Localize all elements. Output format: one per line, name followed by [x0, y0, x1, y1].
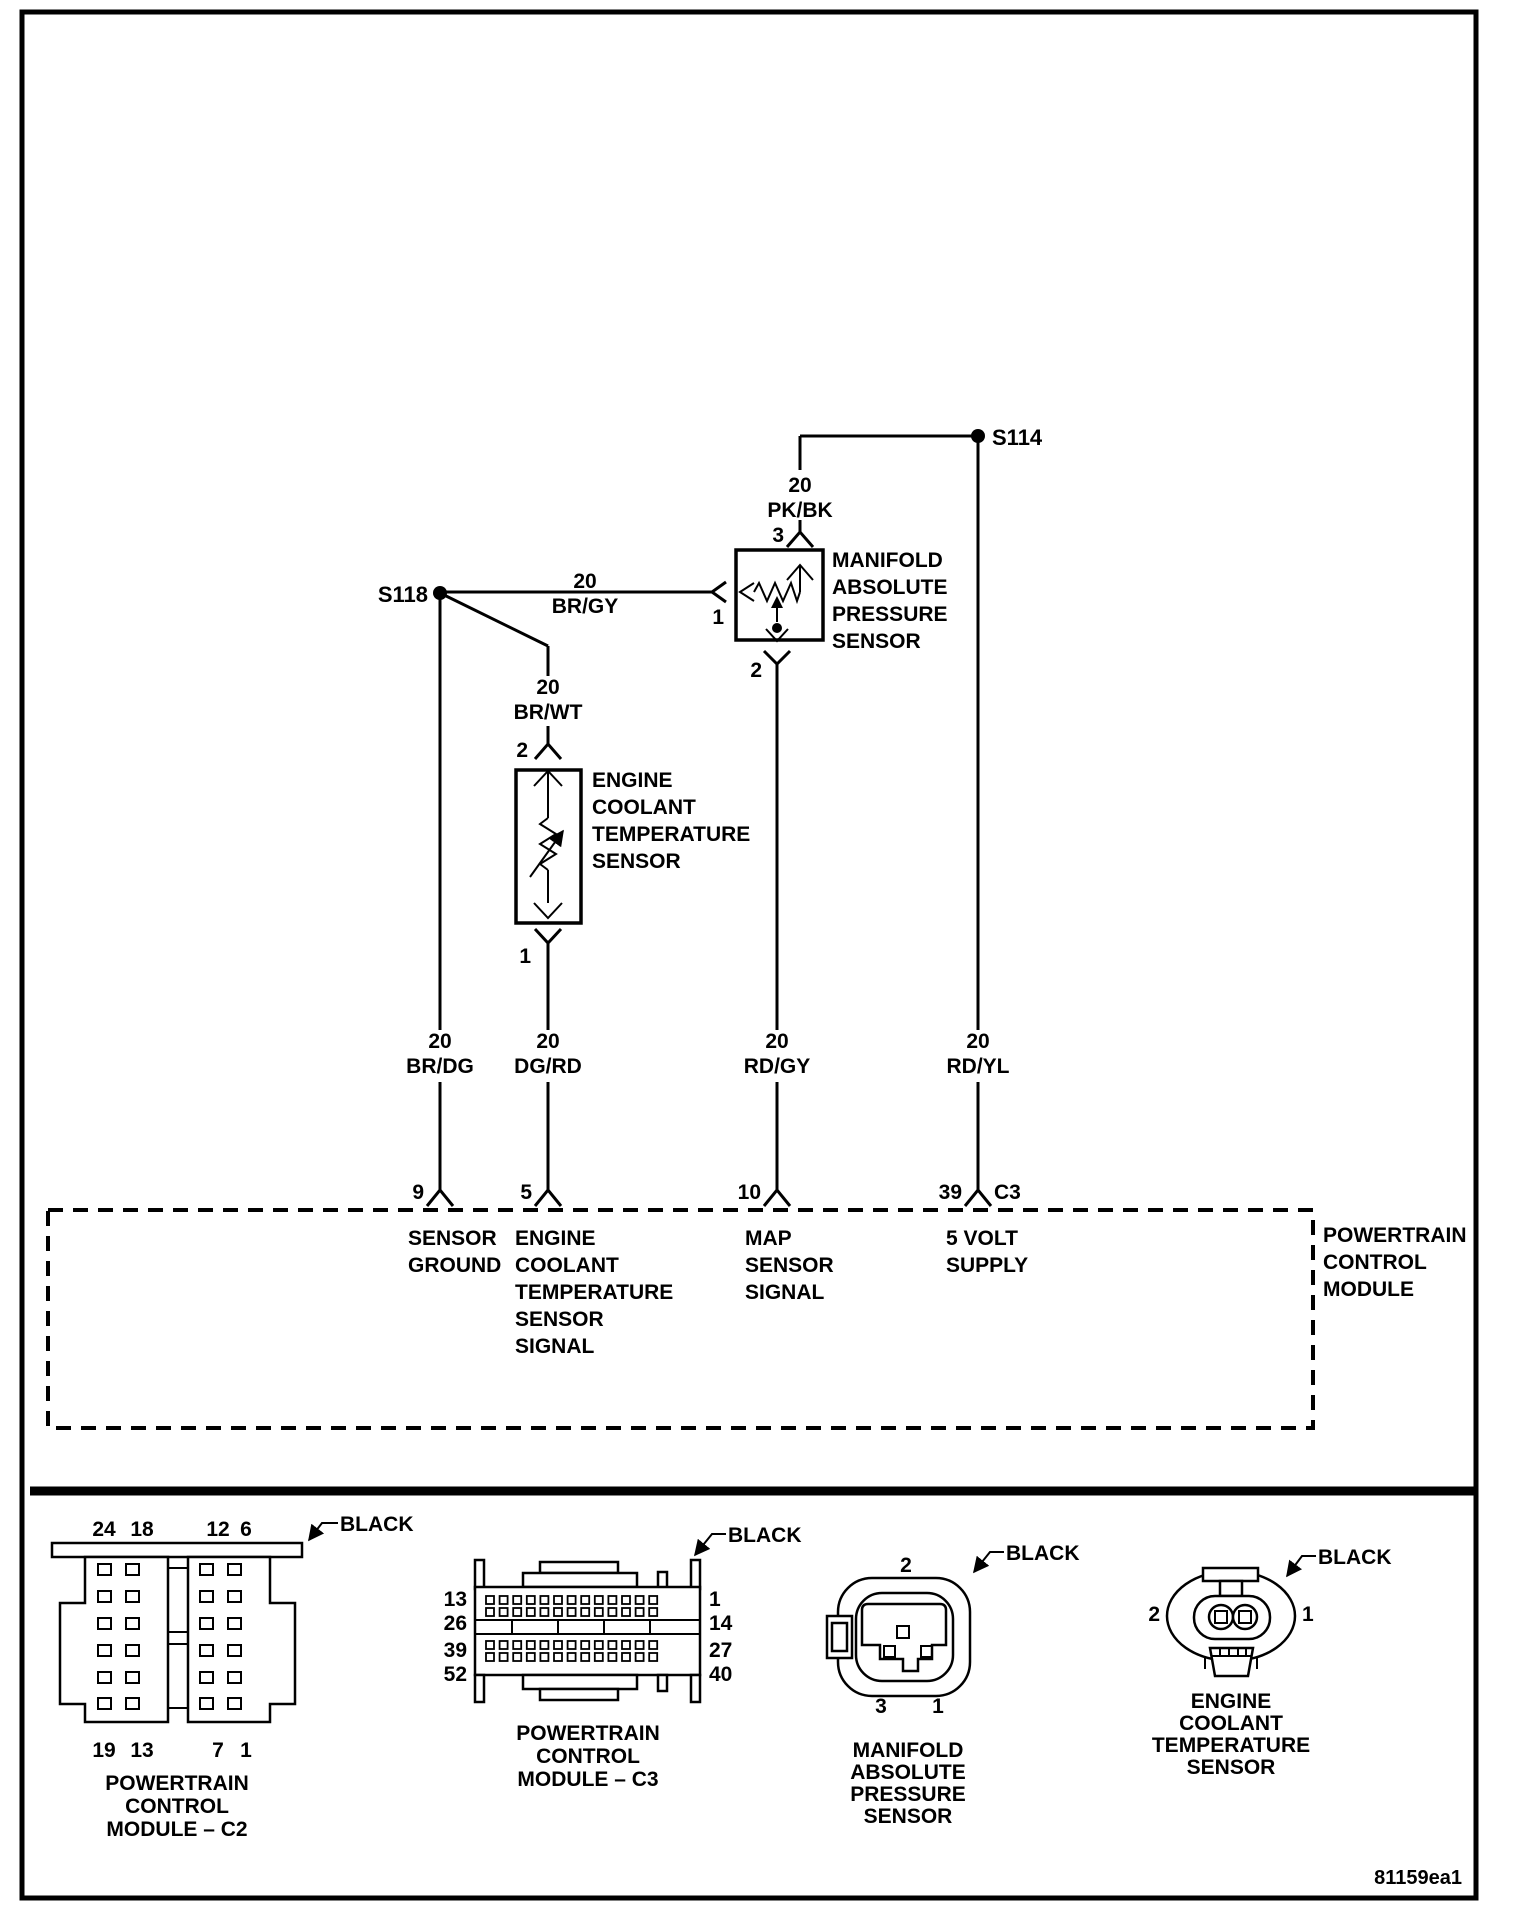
c2-pin-top-4: 6 [240, 1518, 252, 1541]
map-inner-dot [772, 623, 782, 633]
wire-pk-bk-gauge: 20 [788, 474, 812, 497]
map-sensor-name-line3: PRESSURE [832, 603, 948, 626]
c2-pin-bottom-2: 13 [130, 1739, 154, 1762]
pcm-fn-map-line1: MAP [745, 1227, 792, 1250]
ect-sensor-name-line1: ENGINE [592, 769, 673, 792]
pcm-pin10-fork [764, 1190, 790, 1206]
ect-pin2-label: 2 [516, 739, 528, 762]
map-pin2-label: 2 [750, 659, 762, 682]
ect-conn-pin-left: 2 [1148, 1603, 1160, 1626]
connector-view-ect-sensor [1148, 1546, 1391, 1779]
connector-view-pcm-c2 [52, 1513, 414, 1841]
pcm-fn-ect-line3: TEMPERATURE [515, 1281, 674, 1304]
map-conn-caption-line4: SENSOR [863, 1805, 953, 1828]
c3-pin-left-3: 39 [443, 1639, 467, 1662]
wire-br-dg-color: BR/DG [406, 1055, 474, 1078]
wire-rd-gy-gauge: 20 [765, 1030, 789, 1053]
pcm-fn-ground-line1: SENSOR [408, 1227, 497, 1250]
map-pin1-inner-chevron [740, 583, 754, 601]
ect-conn-terminal-circle-2 [1209, 1605, 1233, 1629]
ect-conn-color-label: BLACK [1318, 1546, 1392, 1569]
pcm-fn-ect-line4: SENSOR [515, 1308, 604, 1331]
c3-pin-right-4: 40 [709, 1663, 733, 1686]
map-sensor-name-line4: SENSOR [832, 630, 921, 653]
c3-top-tab-2 [523, 1573, 637, 1587]
c3-pin-right-2: 14 [709, 1612, 733, 1635]
splice-s114-dot [971, 429, 985, 443]
c2-center-ticks [168, 1568, 188, 1708]
ect-conn-top-tab [1203, 1568, 1258, 1581]
pcm-fn-supply-line1: 5 VOLT [946, 1227, 1018, 1250]
ect-conn-color-leader-arrow [1287, 1556, 1316, 1576]
pcm-pin9-label: 9 [412, 1181, 424, 1204]
map-conn-pin-bottom-left: 3 [875, 1695, 887, 1718]
c3-notch-top-right [658, 1572, 667, 1588]
pcm-name-line1: POWERTRAIN [1323, 1224, 1467, 1247]
ect-pin1-connector-fork [535, 929, 561, 943]
c2-pin-top-1: 24 [92, 1518, 116, 1541]
c3-ear-top-left [475, 1560, 484, 1589]
ect-sensor-name-line3: TEMPERATURE [592, 823, 751, 846]
ect-conn-pin-right: 1 [1302, 1603, 1314, 1626]
ect-pin1-inner-chevron [534, 903, 562, 918]
c2-color-label: BLACK [340, 1513, 414, 1536]
map-conn-caption-line1: MANIFOLD [852, 1739, 964, 1762]
c3-pin-left-4: 52 [443, 1663, 467, 1686]
c3-pin-right-1: 1 [709, 1588, 721, 1611]
pcm-pin39-fork [965, 1190, 991, 1206]
connector-view-map-sensor [827, 1542, 1080, 1828]
map-conn-pin-bottom-right: 1 [932, 1695, 944, 1718]
ect-pin1-label: 1 [519, 945, 531, 968]
pcm-pin9-fork [427, 1190, 453, 1206]
c3-ear-bottom-right [691, 1675, 700, 1702]
map-sensor-name-line1: MANIFOLD [832, 549, 943, 572]
map-conn-caption-line3: PRESSURE [850, 1783, 966, 1806]
pcm-fn-ground-line2: GROUND [408, 1254, 502, 1277]
c2-caption-line3: MODULE – C2 [106, 1818, 248, 1841]
c3-color-leader-arrow [695, 1534, 726, 1555]
c3-caption-line2: CONTROL [536, 1745, 640, 1768]
c3-pin-left-1: 13 [443, 1588, 467, 1611]
wire-br-dg-gauge: 20 [428, 1030, 452, 1053]
wire-br-wt-gauge: 20 [536, 676, 560, 699]
c3-bottom-tab-1 [523, 1675, 637, 1689]
c2-pin-bottom-4: 1 [240, 1739, 252, 1762]
c2-top-bar [52, 1543, 302, 1557]
pcm-name-line3: MODULE [1323, 1278, 1414, 1301]
ect-conn-terminal-circle-1 [1233, 1605, 1257, 1629]
c3-caption-line3: MODULE – C3 [517, 1768, 659, 1791]
figure-code: 81159ea1 [1374, 1867, 1462, 1889]
map-pin1-connector-fork [712, 582, 726, 602]
pcm-name-line2: CONTROL [1323, 1251, 1427, 1274]
wire-br-wt-diagonal [440, 593, 548, 646]
wire-rd-yl-color: RD/YL [946, 1055, 1010, 1078]
ect-conn-caption-line4: SENSOR [1186, 1756, 1276, 1779]
ect-conn-caption-line1: ENGINE [1190, 1690, 1272, 1713]
c2-caption-line1: POWERTRAIN [105, 1772, 249, 1795]
splice-s118-label: S118 [377, 582, 428, 607]
map-pin3-label: 3 [772, 524, 784, 547]
map-conn-color-leader-arrow [974, 1552, 1004, 1572]
wire-br-gy-color: BR/GY [551, 595, 619, 618]
wire-br-gy-gauge: 20 [573, 570, 597, 593]
map-pin3-connector-fork [787, 532, 813, 547]
schematic [48, 425, 1467, 1428]
c2-color-leader-arrow [309, 1523, 338, 1540]
wire-pk-bk-color: PK/BK [767, 499, 833, 522]
c3-pin-right-3: 27 [709, 1639, 733, 1662]
pcm-box [48, 1210, 1313, 1428]
pcm-pin10-label: 10 [737, 1181, 761, 1204]
map-sensor-name-line2: ABSOLUTE [832, 576, 948, 599]
wire-dg-rd-color: DG/RD [514, 1055, 582, 1078]
ect-sensor-name-line4: SENSOR [592, 850, 681, 873]
ect-conn-caption-line2: COOLANT [1179, 1712, 1283, 1735]
c2-caption-line2: CONTROL [125, 1795, 229, 1818]
map-conn-color-label: BLACK [1006, 1542, 1080, 1565]
ect-sensor-name-line2: COOLANT [592, 796, 696, 819]
c3-ear-bottom-left [475, 1675, 484, 1702]
map-conn-pin-top: 2 [900, 1554, 912, 1577]
pcm-fn-map-line3: SIGNAL [745, 1281, 825, 1304]
c2-pin-bottom-1: 19 [92, 1739, 116, 1762]
c3-notch-bottom-right [658, 1675, 667, 1691]
c2-pin-bottom-3: 7 [212, 1739, 224, 1762]
wire-rd-yl-gauge: 20 [966, 1030, 990, 1053]
wire-dg-rd-gauge: 20 [536, 1030, 560, 1053]
pcm-pin5-fork [535, 1190, 561, 1206]
pcm-connector-ref-label: C3 [994, 1181, 1021, 1204]
c3-caption-line1: POWERTRAIN [516, 1722, 660, 1745]
wire-br-wt-color: BR/WT [513, 701, 583, 724]
splice-s114-label: S114 [992, 425, 1043, 450]
map-pin1-label: 1 [712, 606, 724, 629]
map-conn-caption-line2: ABSOLUTE [850, 1761, 966, 1784]
map-pin2-connector-fork [764, 651, 790, 664]
pcm-pin5-label: 5 [520, 1181, 532, 1204]
ect-pin2-connector-fork [535, 744, 561, 759]
c3-ear-top-right [691, 1560, 700, 1589]
pcm-fn-ect-line2: COOLANT [515, 1254, 619, 1277]
c3-color-label: BLACK [728, 1524, 802, 1547]
c3-pin-left-2: 26 [443, 1612, 467, 1635]
pcm-fn-supply-line2: SUPPLY [946, 1254, 1029, 1277]
c3-top-tab-1 [540, 1562, 618, 1573]
pcm-fn-map-line2: SENSOR [745, 1254, 834, 1277]
map-conn-side-tab-inner [832, 1623, 847, 1651]
pcm-pin39-label: 39 [938, 1181, 962, 1204]
ect-conn-top-tab-inner [1220, 1581, 1242, 1596]
pcm-fn-ect-line5: SIGNAL [515, 1335, 595, 1358]
pcm-fn-ect-line1: ENGINE [515, 1227, 596, 1250]
connector-view-pcm-c3 [444, 1524, 802, 1791]
c2-pin-top-3: 12 [206, 1518, 230, 1541]
wire-rd-gy-color: RD/GY [743, 1055, 811, 1078]
c2-pin-top-2: 18 [130, 1518, 154, 1541]
c2-left-half [60, 1557, 168, 1722]
c3-bottom-tab-2 [540, 1689, 618, 1700]
ect-conn-caption-line3: TEMPERATURE [1151, 1734, 1311, 1757]
